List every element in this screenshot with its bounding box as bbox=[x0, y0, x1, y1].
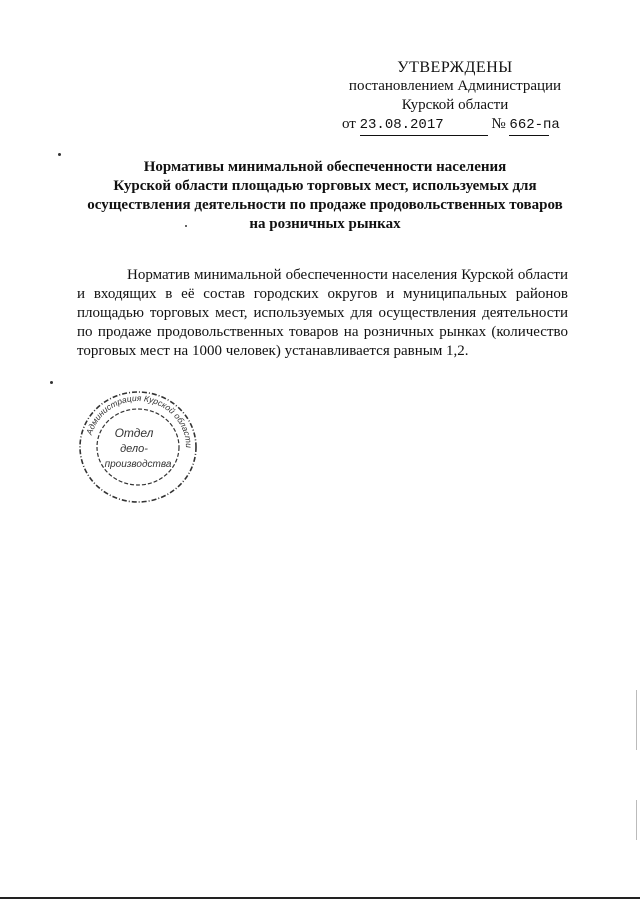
number-prefix: № bbox=[491, 116, 506, 132]
approval-line-1: постановлением Администрации bbox=[348, 78, 562, 94]
scan-speck bbox=[58, 153, 61, 156]
stamp-center-line-1: Отдел bbox=[114, 426, 154, 440]
title-line-4: на розничных рынках bbox=[249, 216, 401, 232]
approval-heading: УТВЕРЖДЕНЫ bbox=[397, 59, 513, 76]
stamp-center-line-2: дело- bbox=[120, 443, 148, 455]
date-prefix: от bbox=[342, 116, 356, 132]
title-line-1: Нормативы минимальной обеспеченности населения bbox=[143, 159, 507, 175]
approval-date-line bbox=[330, 115, 580, 136]
approval-line-2: Курской области bbox=[401, 97, 509, 113]
approval-date: 23.08.2017 bbox=[360, 116, 488, 136]
scan-bottom-edge bbox=[0, 897, 640, 899]
svg-text:Администрация Курской области bbox=[84, 393, 194, 448]
title-line-2: Курской области площадью торговых мест, используемых для bbox=[113, 178, 537, 194]
scan-speck bbox=[185, 225, 187, 227]
title-line-3: осуществления деятельности по продаже продовольственных товаров bbox=[87, 197, 563, 213]
scan-edge-mark bbox=[636, 800, 637, 840]
body-paragraph: Норматив минимальной обеспеченности населения Курской области и входящих в её состав городских округов и муниципальных районов площадью торговых мест, используемых для осуществления деятельности по продаже продовольственных товаров на розничных рынках (количество торговых мест на 1000 человек) устанавливается равным 1,2. bbox=[77, 267, 568, 359]
stamp-center-line-3: производства bbox=[104, 459, 172, 470]
stamp-ring-text: Администрация Курской области bbox=[83, 392, 195, 449]
scan-edge-mark bbox=[636, 690, 637, 750]
scan-speck bbox=[50, 381, 53, 384]
round-stamp bbox=[76, 388, 200, 506]
document-title bbox=[60, 158, 590, 234]
approval-number: 662-па bbox=[509, 116, 549, 136]
approval-block bbox=[330, 58, 580, 136]
